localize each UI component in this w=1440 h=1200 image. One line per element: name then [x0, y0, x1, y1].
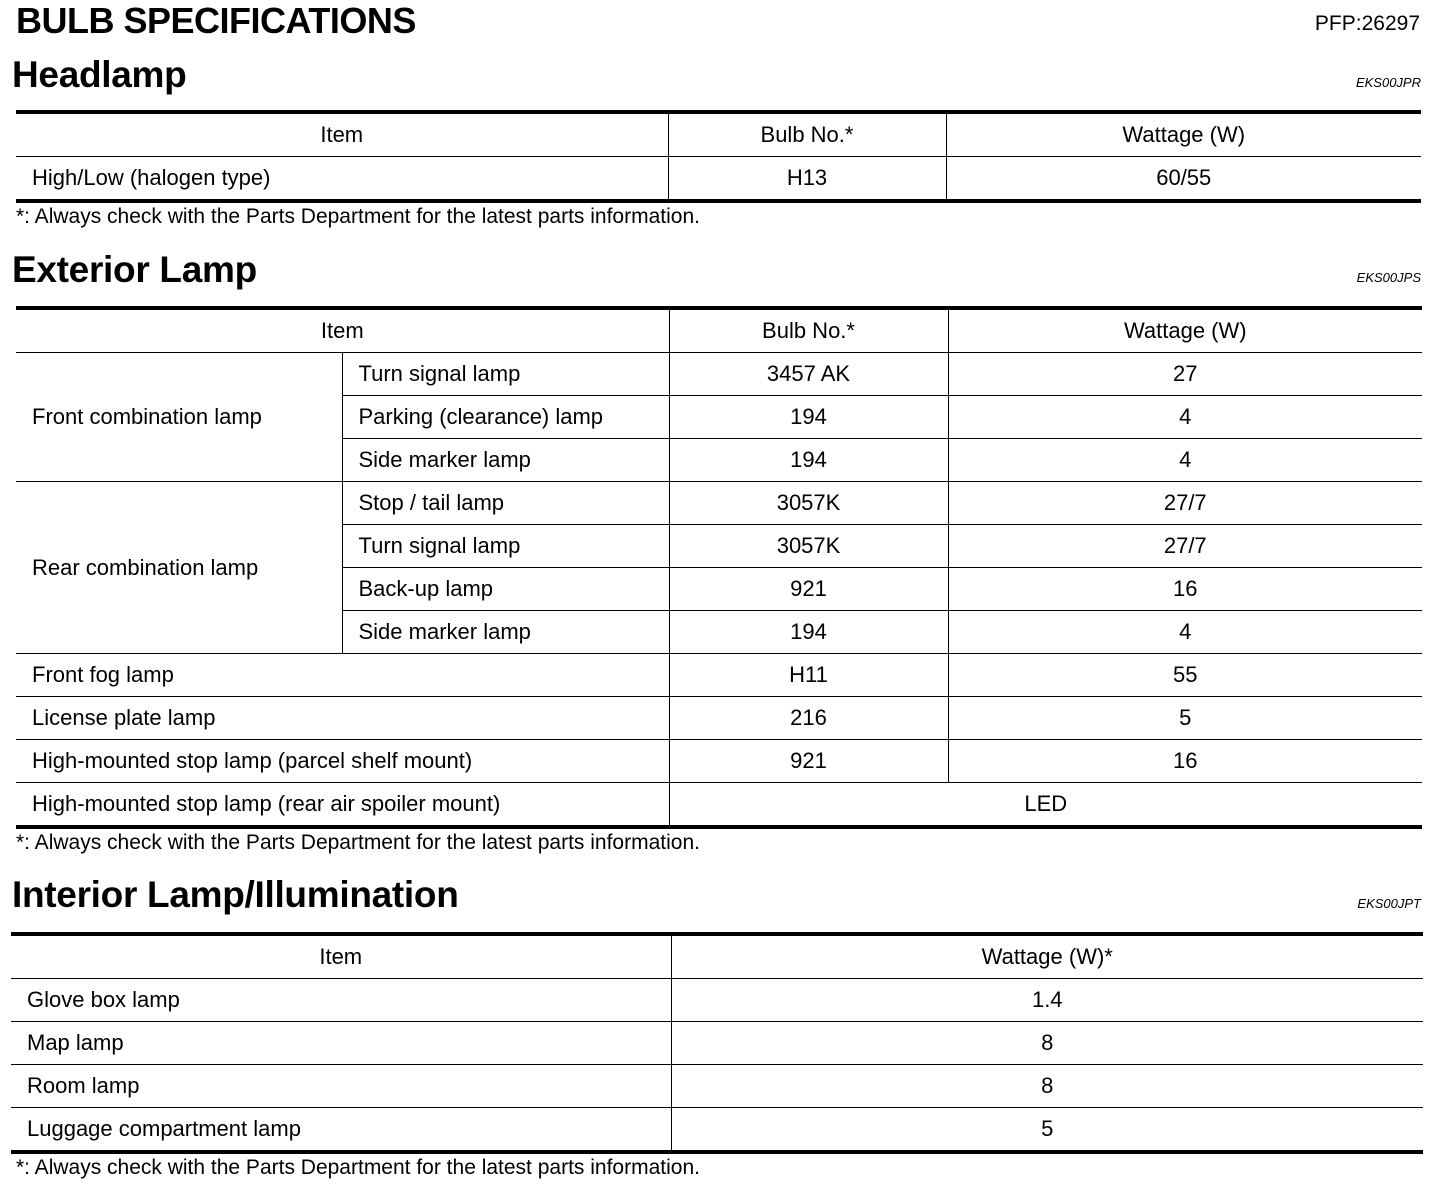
bulb-cell: 3057K [669, 525, 948, 568]
bulb-cell: 921 [669, 740, 948, 783]
item-cell: Side marker lamp [342, 611, 669, 654]
wattage-cell: 16 [948, 568, 1422, 611]
table-row [16, 740, 1422, 783]
interior-lamp-title: Interior Lamp/Illumination [12, 874, 459, 915]
wattage-cell: 16 [948, 740, 1422, 783]
wattage-cell: 4 [948, 396, 1422, 439]
wattage-cell: 27 [948, 353, 1422, 396]
interior-lamp-code: EKS00JPT [1357, 896, 1421, 911]
bulb-cell: 194 [669, 611, 948, 654]
table-row [16, 697, 1422, 740]
item-cell: High-mounted stop lamp (parcel shelf mount) [16, 740, 669, 783]
item-cell: Turn signal lamp [342, 353, 669, 396]
table-header-row [11, 934, 1423, 979]
part-family-code: PFP:26297 [1314, 12, 1420, 35]
wattage-cell: 1.4 [671, 979, 1423, 1022]
column-header-bulb-no: Bulb No.* [668, 112, 946, 157]
headlamp-title: Headlamp [12, 54, 187, 95]
item-cell: High/Low (halogen type) [16, 157, 668, 202]
table-row [16, 157, 1421, 202]
item-cell: Side marker lamp [342, 439, 669, 482]
wattage-cell: 55 [948, 654, 1422, 697]
interior-lamp-footnote: *: Always check with the Parts Department for the latest parts information. [16, 1156, 700, 1179]
wattage-cell: 8 [671, 1022, 1423, 1065]
table-header-row [16, 308, 1422, 353]
table-row [16, 482, 1422, 525]
headlamp-footnote: *: Always check with the Parts Department for the latest parts information. [16, 205, 700, 228]
exterior-lamp-table [16, 306, 1422, 829]
wattage-cell: 60/55 [946, 157, 1421, 202]
table-row [16, 654, 1422, 697]
wattage-cell: 5 [671, 1108, 1423, 1153]
table-row [11, 979, 1423, 1022]
item-cell: Room lamp [11, 1065, 671, 1108]
column-header-bulb-no: Bulb No.* [669, 308, 948, 353]
wattage-cell: 27/7 [948, 525, 1422, 568]
item-cell: Stop / tail lamp [342, 482, 669, 525]
item-cell: Glove box lamp [11, 979, 671, 1022]
item-cell: Luggage compartment lamp [11, 1108, 671, 1153]
bulb-cell: 3057K [669, 482, 948, 525]
bulb-cell: 216 [669, 697, 948, 740]
wattage-cell: 27/7 [948, 482, 1422, 525]
column-header-item: Item [11, 934, 671, 979]
table-row [11, 1022, 1423, 1065]
column-header-item: Item [16, 112, 668, 157]
table-row [16, 353, 1422, 396]
wattage-cell: 8 [671, 1065, 1423, 1108]
item-cell: High-mounted stop lamp (rear air spoiler mount) [16, 783, 669, 828]
bulb-cell: 3457 AK [669, 353, 948, 396]
item-cell: Map lamp [11, 1022, 671, 1065]
column-header-wattage: Wattage (W) [946, 112, 1421, 157]
item-cell: Front fog lamp [16, 654, 669, 697]
led-cell: LED [669, 783, 1422, 828]
group-label-front-combination: Front combination lamp [16, 353, 342, 482]
interior-lamp-table [11, 932, 1423, 1154]
item-cell: License plate lamp [16, 697, 669, 740]
table-row [11, 1108, 1423, 1153]
column-header-wattage: Wattage (W)* [671, 934, 1423, 979]
headlamp-table [16, 110, 1421, 203]
column-header-wattage: Wattage (W) [948, 308, 1422, 353]
bulb-cell: 194 [669, 396, 948, 439]
column-header-item: Item [16, 308, 669, 353]
item-cell: Back-up lamp [342, 568, 669, 611]
headlamp-code: EKS00JPR [1355, 75, 1421, 90]
item-cell: Parking (clearance) lamp [342, 396, 669, 439]
table-header-row [16, 112, 1421, 157]
wattage-cell: 4 [948, 439, 1422, 482]
exterior-lamp-footnote: *: Always check with the Parts Department for the latest parts information. [16, 831, 700, 854]
item-cell: Turn signal lamp [342, 525, 669, 568]
exterior-lamp-code: EKS00JPS [1356, 270, 1421, 285]
table-row [11, 1065, 1423, 1108]
page-title: BULB SPECIFICATIONS [16, 0, 416, 41]
bulb-cell: H11 [669, 654, 948, 697]
bulb-cell: 194 [669, 439, 948, 482]
group-label-rear-combination: Rear combination lamp [16, 482, 342, 654]
wattage-cell: 4 [948, 611, 1422, 654]
wattage-cell: 5 [948, 697, 1422, 740]
bulb-cell: H13 [668, 157, 946, 202]
bulb-cell: 921 [669, 568, 948, 611]
exterior-lamp-title: Exterior Lamp [12, 249, 257, 290]
table-row [16, 783, 1422, 828]
